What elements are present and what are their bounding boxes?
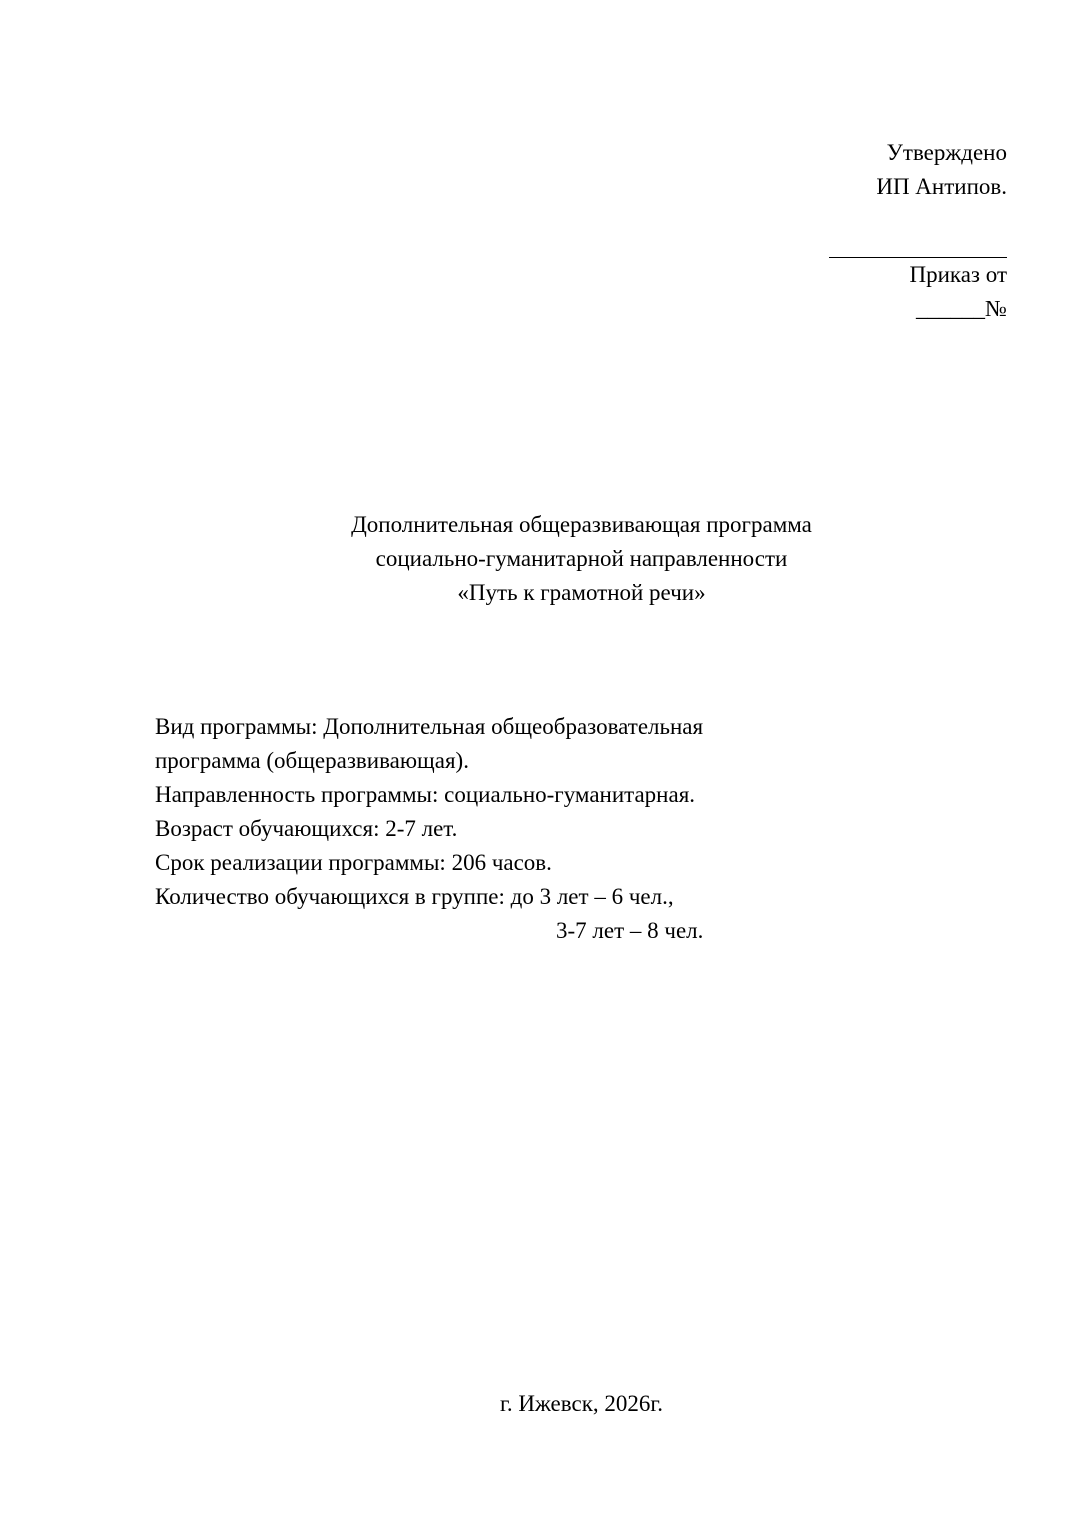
program-details	[155, 714, 955, 952]
detail-line-3: Направленность программы: социально-гуманитарная.	[155, 782, 696, 807]
signature-area	[687, 236, 1007, 262]
title-line-3: «Путь к грамотной речи»	[457, 580, 706, 605]
detail-line-4: Возраст обучающихся: 2-7 лет.	[155, 816, 458, 841]
order-number-line: ______№	[916, 296, 1007, 321]
footer-place-year: г. Ижевск, 2026г.	[500, 1391, 663, 1416]
program-title	[0, 512, 1085, 614]
detail-line-7: 3-7 лет – 8 чел.	[556, 918, 704, 943]
title-line-2: социально-гуманитарной направленности	[375, 546, 788, 571]
detail-line-5: Срок реализации программы: 206 часов.	[155, 850, 552, 875]
approved-label: Утверждено	[886, 140, 1007, 165]
detail-line-1: Вид программы: Дополнительная общеобразовательная	[155, 714, 704, 739]
detail-line-6: Количество обучающихся в группе: до 3 лет – 6 чел.,	[155, 884, 674, 909]
title-line-1: Дополнительная общеразвивающая программа	[351, 512, 812, 537]
approval-block	[687, 140, 1007, 330]
order-label: Приказ от	[909, 262, 1007, 287]
approver-name: ИП Антипов.	[876, 174, 1007, 199]
signature-line	[829, 256, 1007, 258]
detail-line-2: программа (общеразвивающая).	[155, 748, 469, 773]
